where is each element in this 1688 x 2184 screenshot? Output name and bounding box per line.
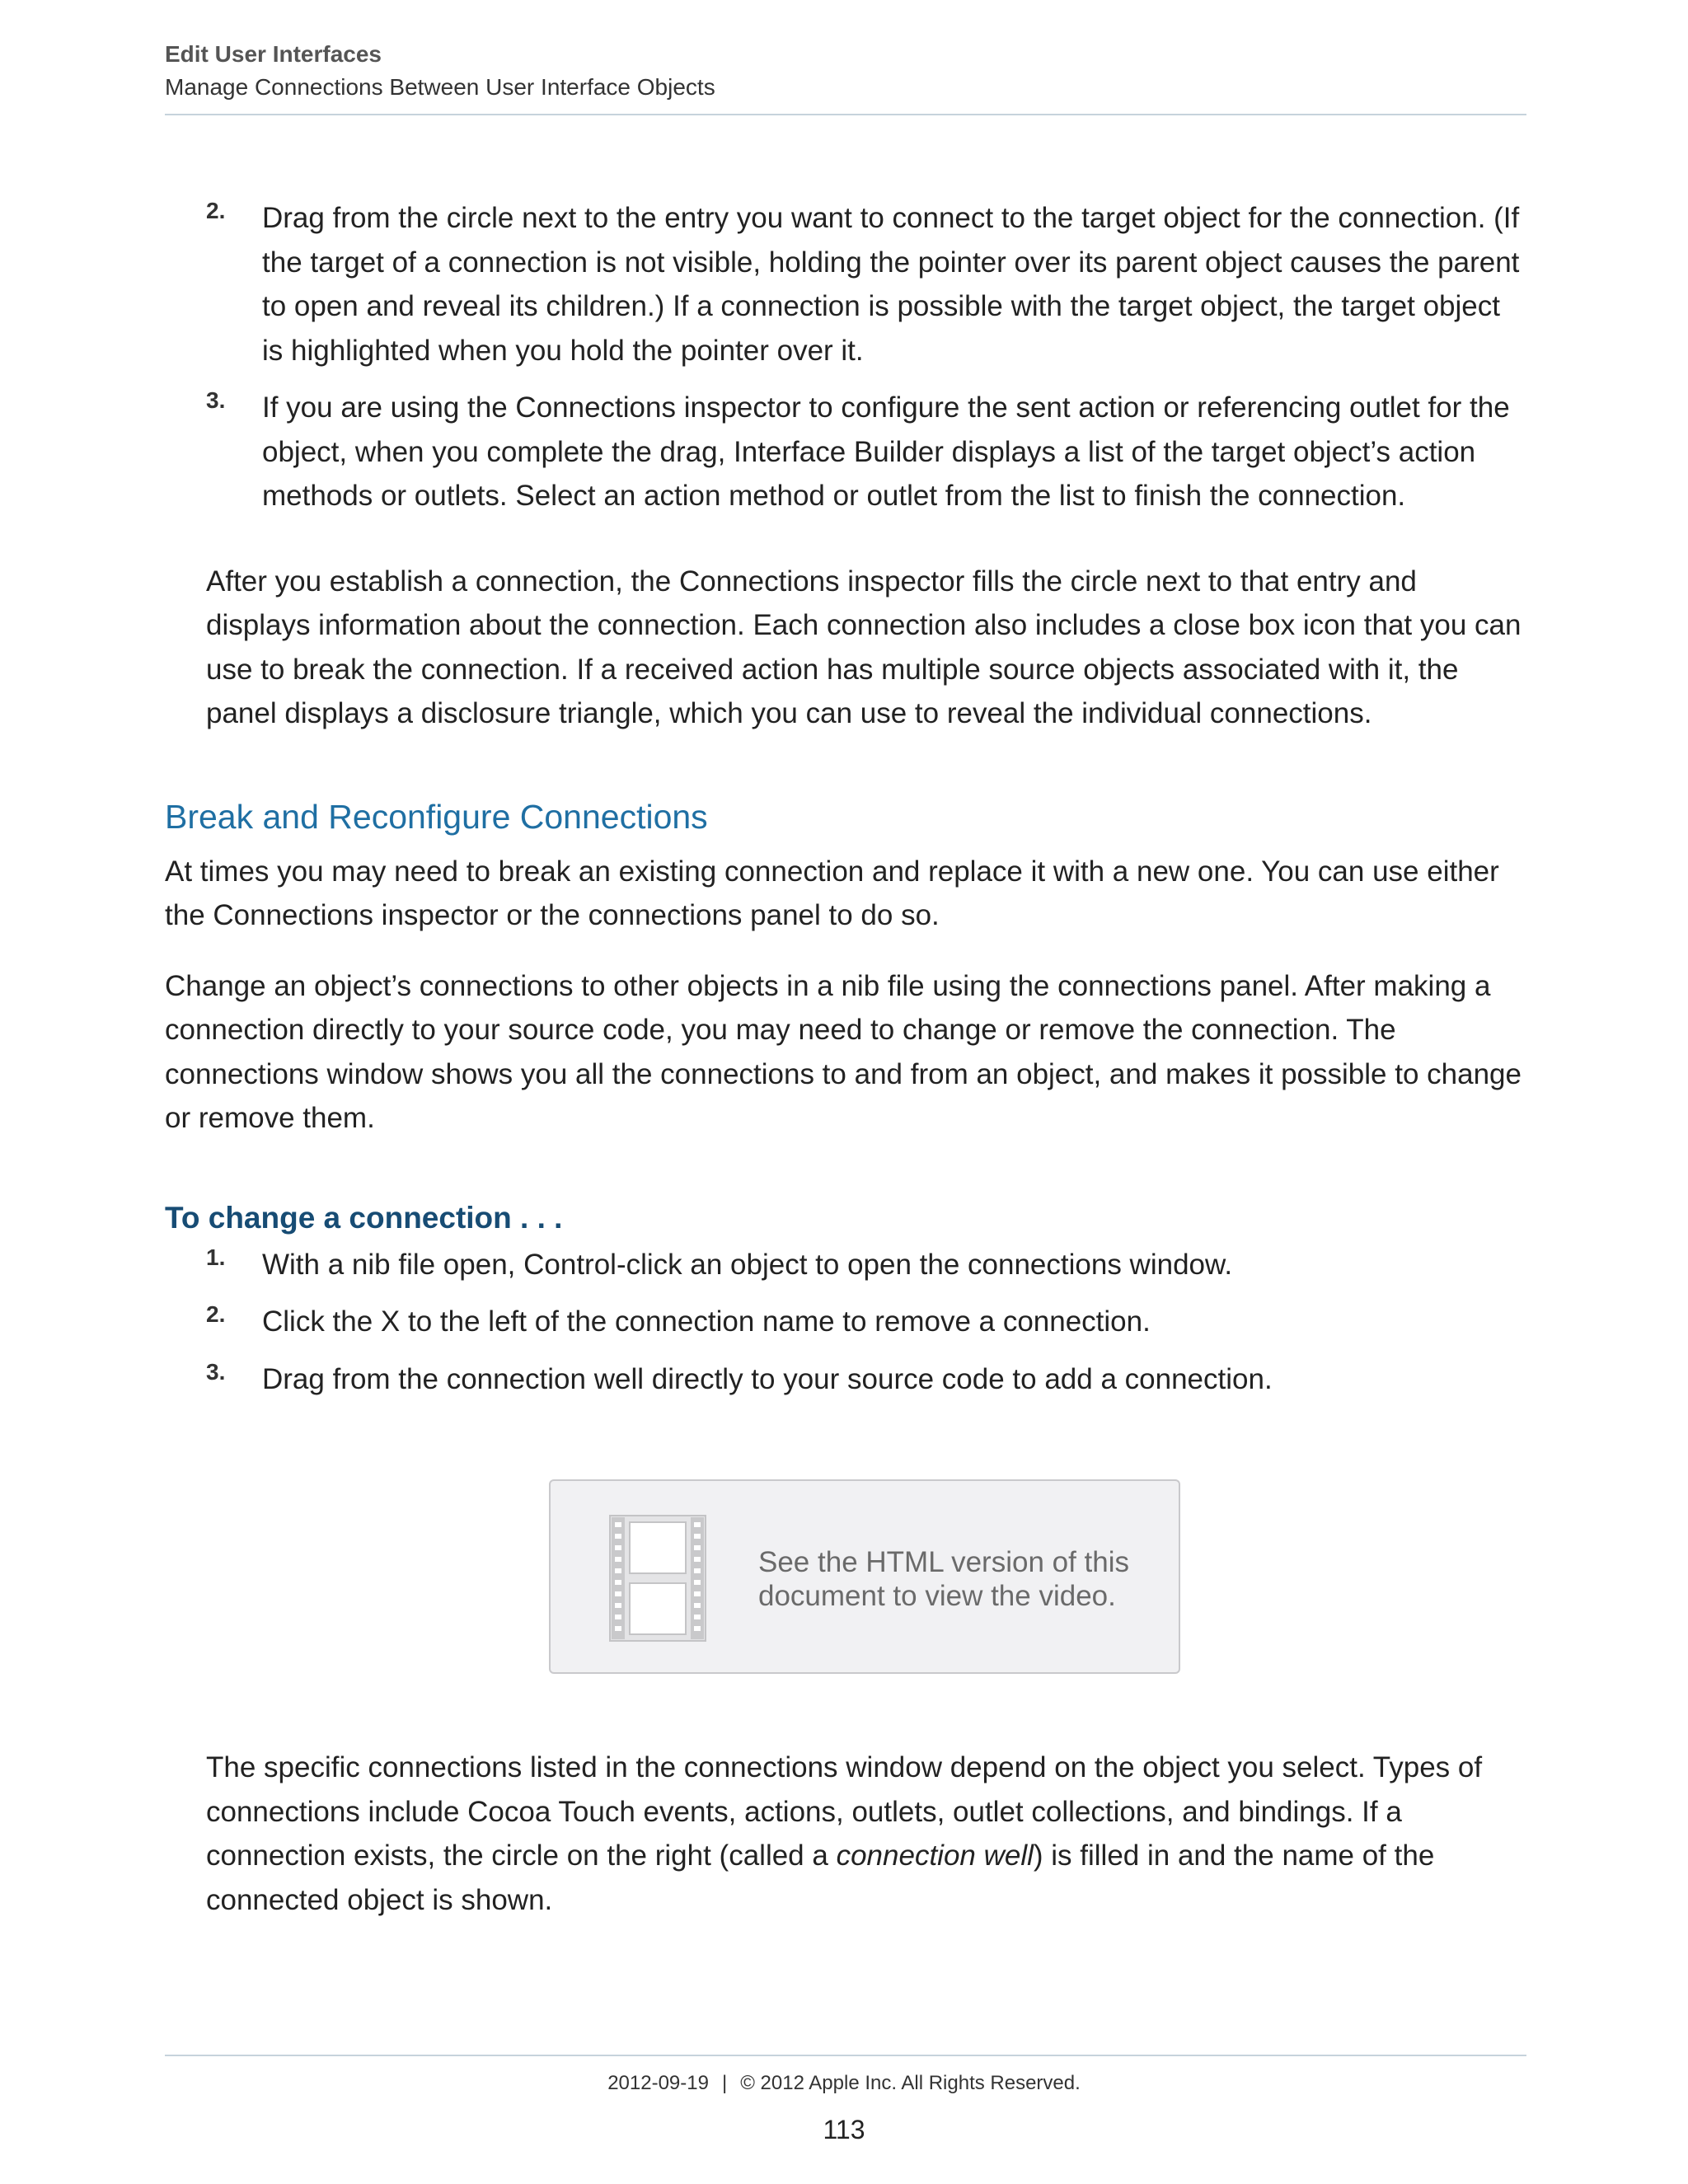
section-paragraph-2: Change an object’s connections to other objects in a nib file using the connections panel. After making a connection directly to your source code, you may need to change or remove the connection. The connections window shows you all the connections to and from an object, and makes it possible to change or remove them. — [165, 969, 1522, 1134]
step-number: 3. — [206, 387, 226, 413]
final-paragraph-text-2: ) is filled in and the name of the connected object is shown. — [206, 1840, 1435, 1916]
final-paragraph-text-1: The specific connections listed in the connections window depend on the object you select. Types of connections include Cocoa Touch events, actions, outlets, outlet collections, and bindings. If a connection exists, the circle on the right (called a — [206, 1751, 1483, 1872]
task-heading: To change a connection . . . — [165, 1200, 563, 1235]
main-content — [165, 196, 1526, 1401]
film-strip-icon — [608, 1514, 707, 1643]
step-number: 2. — [206, 1301, 226, 1327]
list-item — [165, 1300, 1526, 1344]
list-item — [165, 196, 1526, 373]
video-message-line-2: document to view the video. — [758, 1580, 1116, 1612]
section-paragraph-1: At times you may need to break an existing connection and replace it with a new one. You can use either the Connections inspector or the connections panel to do so. — [165, 855, 1499, 931]
step-text: If you are using the Connections inspector to configure the sent action or referencing outlet for the object, when you complete the drag, Interface Builder displays a list of the target object’s action methods or outlets. Select an action method or outlet from the list to finish the connection. — [262, 391, 1510, 512]
footer-rule — [165, 2055, 1526, 2056]
footer-date: 2012-09-19 — [607, 2072, 709, 2094]
chapter-title: Edit User Interfaces — [165, 41, 382, 67]
steps-list-top — [165, 196, 1526, 518]
footer-separator: | — [721, 2072, 728, 2094]
video-placeholder[interactable] — [549, 1479, 1180, 1674]
step-number: 1. — [206, 1244, 226, 1270]
section-heading: Break and Reconfigure Connections — [165, 797, 708, 836]
list-item — [165, 1357, 1526, 1402]
paragraph-after-connection: After you establish a connection, the Connections inspector fills the circle next to that entry and displays information about the connection. Each connection also includes a close box icon that you can use to break the connection. If a received action has multiple source objects associated with it, the panel displays a disclosure triangle, which you can use to reveal the individual connections. — [206, 565, 1522, 729]
connection-well-term: connection well — [836, 1840, 1034, 1872]
final-paragraph — [206, 1746, 1526, 1922]
running-header — [165, 38, 1525, 104]
footer — [0, 2067, 1688, 2100]
step-number: 2. — [206, 198, 226, 223]
list-item — [165, 1243, 1526, 1287]
video-message-line-1: See the HTML version of this — [758, 1546, 1130, 1578]
step-text: Drag from the connection well directly to your source code to add a connection. — [262, 1362, 1273, 1395]
list-item — [165, 386, 1526, 518]
page-number: 113 — [823, 2115, 865, 2144]
step-text: Drag from the circle next to the entry you want to connect to the target object for the connection. (If the target of a connection is not visible, holding the pointer over its parent object causes the parent to open and reveal its children.) If a connection is possible with the target object, the target object is highlighted when you hold the pointer over it. — [262, 202, 1520, 367]
header-rule — [165, 114, 1526, 115]
footer-copyright: © 2012 Apple Inc. All Rights Reserved. — [740, 2072, 1081, 2094]
section-subtitle: Manage Connections Between User Interface Objects — [165, 74, 715, 100]
video-message — [758, 1545, 1154, 1613]
step-text: Click the X to the left of the connection name to remove a connection. — [262, 1305, 1151, 1338]
step-text: With a nib file open, Control-click an object to open the connections window. — [262, 1248, 1233, 1281]
task-steps-list — [165, 1243, 1526, 1402]
step-number: 3. — [206, 1358, 226, 1385]
